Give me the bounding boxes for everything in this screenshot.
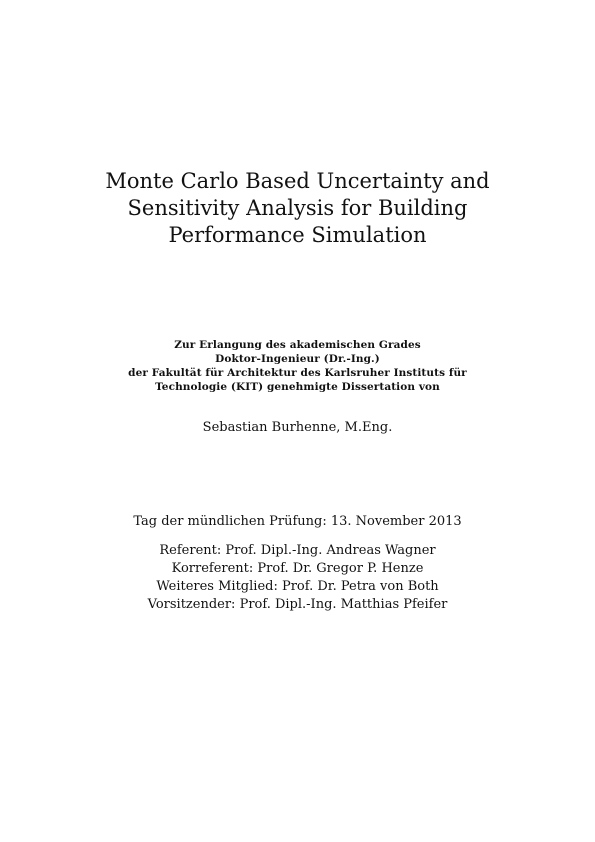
committee-member: Weiteres Mitglied: Prof. Dr. Petra von Both xyxy=(156,579,439,594)
thesis-title-line-3: Performance Simulation xyxy=(168,223,427,247)
thesis-title-line-2: Sensitivity Analysis for Building xyxy=(127,196,468,220)
committee-korreferent: Korreferent: Prof. Dr. Gregor P. Henze xyxy=(171,561,424,576)
oral-exam-date: Tag der mündlichen Prüfung: 13. November 2013 xyxy=(133,514,462,529)
dissertation-line-2: Doktor-Ingenieur (Dr.-Ing.) xyxy=(215,353,380,365)
dissertation-line-3: der Fakultät für Architektur des Karlsruher Instituts für xyxy=(128,367,467,379)
dissertation-statement xyxy=(60,338,535,394)
committee-chair: Vorsitzender: Prof. Dipl.-Ing. Matthias Pfeifer xyxy=(147,597,448,612)
dissertation-line-1: Zur Erlangung des akademischen Grades xyxy=(174,339,421,351)
thesis-title xyxy=(60,168,535,249)
examination-committee xyxy=(60,542,535,614)
dissertation-line-4: Technologie (KIT) genehmigte Dissertation von xyxy=(155,381,440,393)
author-name: Sebastian Burhenne, M.Eng. xyxy=(202,420,393,435)
committee-referent: Referent: Prof. Dipl.-Ing. Andreas Wagner xyxy=(159,543,436,558)
thesis-title-line-1: Monte Carlo Based Uncertainty and xyxy=(105,169,490,193)
